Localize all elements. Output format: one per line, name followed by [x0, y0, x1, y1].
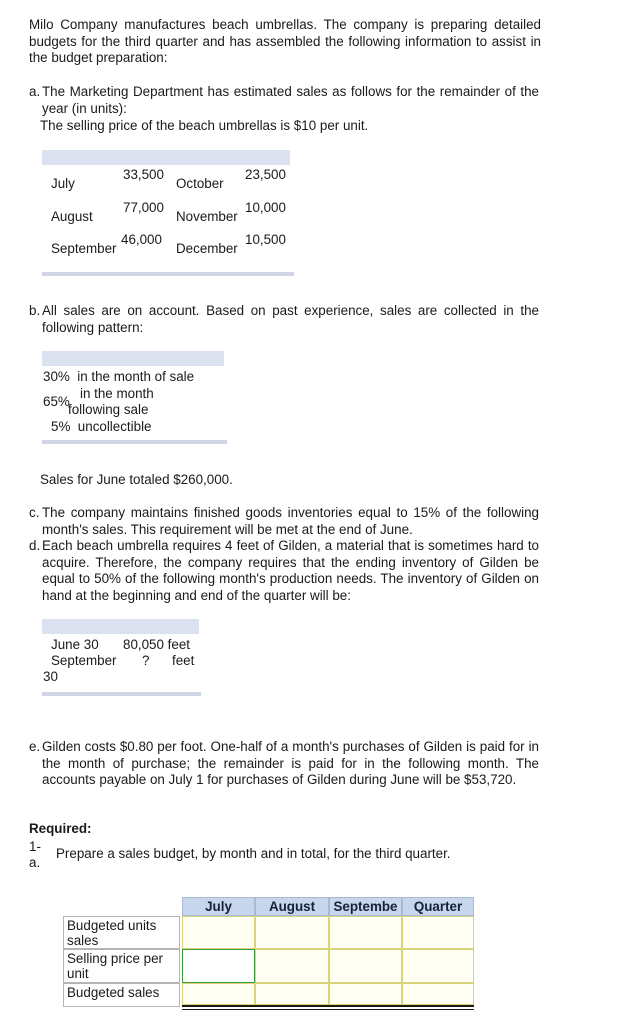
row-label-selling-price: Selling price per unit	[63, 949, 180, 983]
collection-following-line2: following sale	[68, 402, 149, 417]
sales-table-header-bar	[42, 150, 290, 165]
collection-pct-following: 65%	[43, 394, 70, 409]
item-c-text: The company maintains finished goods inventories equal to 15% of the following month's sales. This requirement will be met at the end of June.	[42, 505, 539, 537]
collection-row-month-of-sale: 30% in the month of sale	[43, 369, 195, 384]
item-e-text: Gilden costs $0.80 per foot. One-half of a month's purchases of Gilden is paid for in the month of purchase; the remainder is paid for in the following month. The accounts payable on July 1 for purchases of Gilden during June will be $53,720.	[42, 739, 539, 787]
input-units-quarter[interactable]	[402, 916, 474, 949]
item-d-label: d.	[29, 538, 41, 553]
item-a-text: The Marketing Department has estimated sales as follows for the remainder of the year (in units):	[42, 84, 539, 116]
input-price-july[interactable]	[182, 949, 255, 983]
input-price-august[interactable]	[255, 949, 329, 983]
input-units-july[interactable]	[182, 916, 255, 949]
gilden-table-bottom-rule	[42, 692, 201, 696]
collection-following-line1: in the month	[80, 386, 154, 401]
price-note: The selling price of the beach umbrellas is $10 per unit.	[40, 118, 369, 133]
collection-table-bottom-rule	[42, 440, 227, 444]
gilden-september-day: 30	[43, 669, 58, 684]
sales-units-july: 33,500	[123, 167, 164, 182]
row-label-budgeted-sales: Budgeted sales	[63, 983, 180, 1007]
item-e-label: e.	[29, 739, 41, 754]
input-units-september[interactable]	[329, 916, 402, 949]
collection-table-header-bar	[42, 351, 224, 366]
input-sales-quarter[interactable]	[402, 983, 474, 1005]
required-instruction: Prepare a sales budget, by month and in total, for the third quarter.	[56, 846, 451, 861]
col-header-august: August	[255, 897, 329, 916]
item-d	[29, 538, 539, 604]
gilden-june-date: June 30	[51, 637, 99, 652]
col-header-july: July	[182, 897, 255, 916]
sales-month-july: July	[51, 176, 75, 191]
budgeted-sales-double-underline-top	[182, 1005, 474, 1007]
gilden-september-date: September	[51, 653, 117, 668]
col-header-quarter: Quarter	[402, 897, 474, 916]
item-c-label: c.	[29, 505, 40, 520]
required-number-bottom: a.	[29, 855, 41, 870]
input-units-august[interactable]	[255, 916, 329, 949]
sales-units-october: 23,500	[245, 167, 286, 182]
sales-month-december: December	[176, 241, 238, 256]
input-sales-september[interactable]	[329, 983, 402, 1005]
budgeted-sales-double-underline-bottom	[182, 1009, 474, 1010]
item-a-label: a.	[29, 84, 41, 99]
sales-month-november: November	[176, 209, 238, 224]
collection-row-uncollectible: 5% uncollectible	[51, 419, 152, 434]
sales-units-september: 46,000	[121, 232, 162, 247]
intro-paragraph: Milo Company manufactures beach umbrellas. The company is preparing detailed budgets for the third quarter and has assembled the following information to assist in the budget preparation:	[29, 17, 541, 65]
item-c	[29, 505, 539, 538]
row-label-budgeted-unit-sales: Budgeted units sales	[63, 916, 180, 949]
item-b-label: b.	[29, 303, 41, 318]
sales-units-august: 77,000	[123, 200, 164, 215]
sales-units-november: 10,000	[245, 200, 286, 215]
item-b-text: All sales are on account. Based on past experience, sales are collected in the following pattern:	[42, 303, 539, 335]
required-number-top: 1-	[29, 839, 41, 854]
sales-table-bottom-rule	[42, 272, 294, 276]
gilden-table-header-bar	[42, 619, 199, 634]
input-sales-august[interactable]	[255, 983, 329, 1005]
gilden-june-value: 80,050 feet	[123, 637, 191, 652]
item-a	[29, 84, 539, 117]
sales-month-august: August	[51, 209, 93, 224]
col-header-september: Septembe	[329, 897, 402, 916]
item-e	[29, 739, 539, 789]
item-b	[29, 303, 539, 336]
input-price-quarter[interactable]	[402, 949, 474, 983]
june-sales-note: Sales for June totaled $260,000.	[40, 472, 233, 487]
item-d-text: Each beach umbrella requires 4 feet of Gilden, a material that is sometimes hard to acquire. Therefore, the company requires that the ending inventory of Gilden be equal to 50% of the following month's production needs. The inventory of Gilden on hand at the beginning and end of the quarter will be:	[42, 538, 539, 603]
required-heading: Required:	[29, 821, 92, 836]
sales-month-september: September	[51, 241, 117, 256]
sales-units-december: 10,500	[245, 232, 286, 247]
input-price-september[interactable]	[329, 949, 402, 983]
sales-month-october: October	[176, 176, 224, 191]
input-sales-july[interactable]	[182, 983, 255, 1005]
gilden-september-unit: feet	[172, 653, 195, 668]
gilden-september-value: ?	[142, 653, 150, 668]
